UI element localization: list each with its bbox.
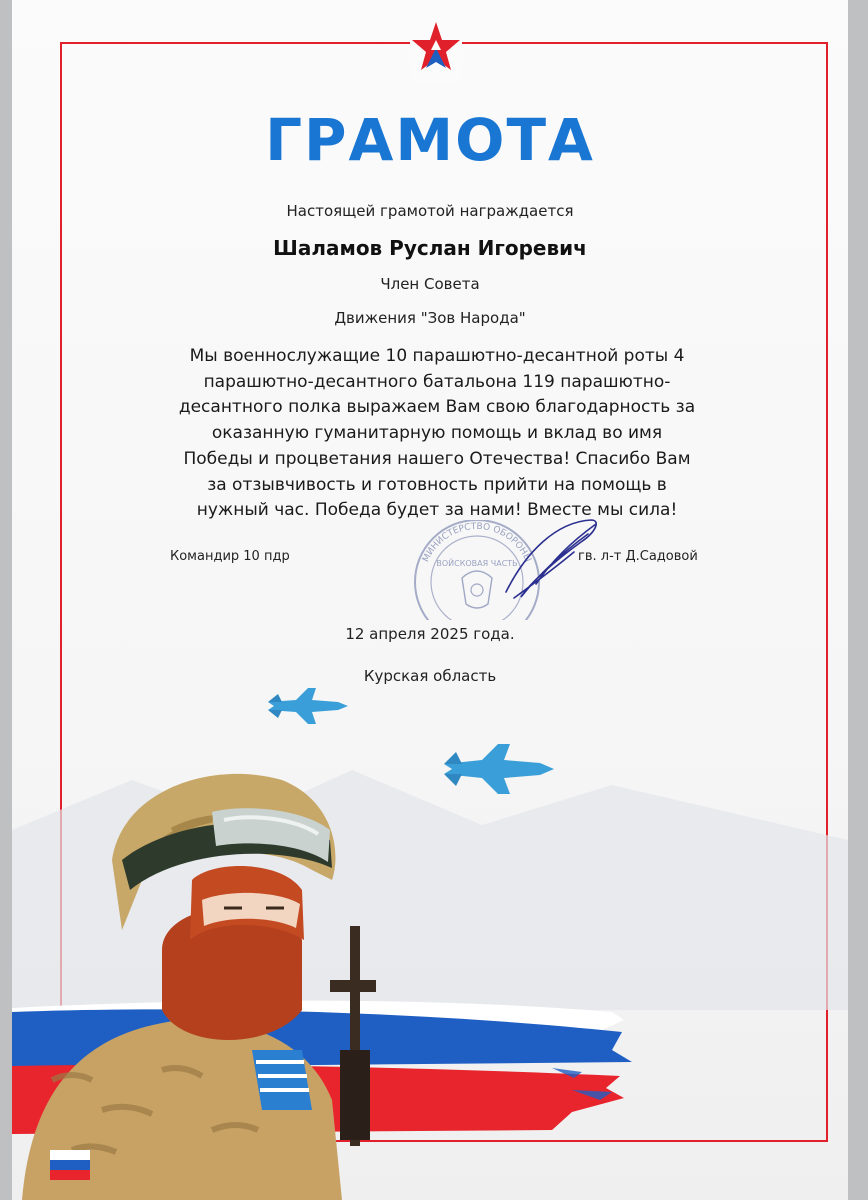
certificate-title: ГРАМОТА	[265, 106, 595, 174]
fighter-jet-icon	[266, 684, 350, 728]
red-star-icon	[410, 18, 462, 82]
certificate-page	[12, 0, 848, 1200]
seal-text: МИНИСТЕРСТВО ОБОРОНЫ	[421, 521, 533, 564]
certificate-body-text: Мы военнослужащие 10 парашютно-десантной роты 4 парашютно-десантного батальона 119 парашютно-десантного полка выражаем Вам свою благодарность за оказанную гуманитарную помощь и вклад во имя Победы и процветания нашего Отечества! Спасибо Вам за отзывчивость и готовность прийти на помощь в нужный час. Победа будет за нами! Вместе мы сила!	[178, 346, 696, 521]
paratrooper-illustration	[12, 750, 848, 1200]
certificate-date: 12 апреля 2025 года.	[345, 625, 515, 643]
recipient-organization: Движения "Зов Народа"	[334, 309, 526, 327]
flag-patch-icon	[50, 1150, 90, 1180]
intro-text: Настоящей грамотой награждается	[286, 202, 574, 220]
signer-position: Командир 10 пдр	[170, 549, 290, 564]
recipient-name: Шаламов Руслан Игоревич	[273, 236, 587, 260]
seal-inner-text: ВОЙСКОВАЯ ЧАСТЬ	[436, 559, 518, 568]
recipient-role: Член Совета	[380, 275, 480, 293]
certificate-region: Курская область	[363, 667, 497, 685]
signer-name: гв. л-т Д.Садовой	[578, 549, 698, 564]
